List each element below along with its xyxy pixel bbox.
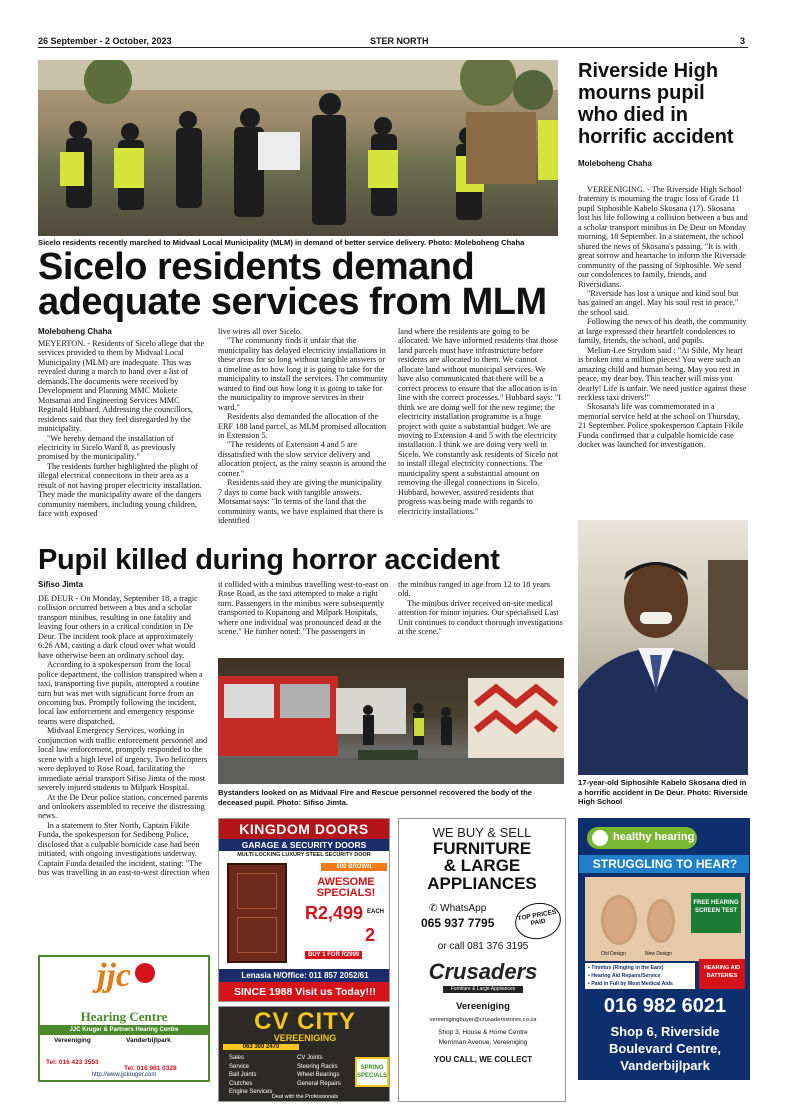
march-photo-caption: Sicelo residents recently marched to Midvaal Local Municipality (MLM) in demand of better service delivery. Photo: Moleboheng Chaha — [38, 238, 525, 247]
cash-crusaders-logo: Crusaders — [428, 959, 538, 984]
story3-paragraph: it collided with a minibus travelling west-to-east on Rose Road, as the taxi attempted to make a right turn. Passengers in the minibus were subsequently transported to Kopanong and Milpark Hospitals, where one individual was pronounced dead at the scene." He further noted: "The passengers in — [218, 580, 389, 637]
accident-scene-photo — [218, 658, 564, 784]
cv-city-services-left — [229, 1054, 272, 1097]
cv-city-footer: Deal with the Professionals — [271, 1094, 339, 1100]
cv-city-phone[interactable]: 063 300 2470 — [223, 1044, 299, 1050]
story3-column-3 — [398, 580, 564, 652]
story1-paragraph: land where the residents are going to be allocated. We have informed residents that those land parcels must have infrastructure before residents are allocated to them. We cannot allocate land without municipal services. We have also communicated that there will be a correct process to ensure that the allocation is in line with the correct processes." Hubbard says: "I think we are doing well for the new regime; the electricity installation programme is a huge project with quite a substantial budget. We are moving to Extension 4 and 5 with the electricity installation. I think we are doing very well in Sicelo. We constantly ask residents of Sicelo not to install illegal electricity connections. The municipality spent a substantial amount on removing the illegal connections in Sicelo. Hubbard, however, assured residents that progress was being made with regards to electricity installations." — [398, 327, 561, 516]
story1-paragraph: Residents said they are giving the municipality 7 days to come back with tangible answers. Motsamai says: "In terms of the land that the community wants, we have explained that there is identified — [218, 478, 383, 526]
story2-headline-line: who died in — [578, 104, 688, 126]
free-screen-test: FREE HEARING SCREEN TEST — [691, 893, 741, 933]
story3-paragraph: The minibus driver received on-site medical attention for minor injuries. Our specialised Last Unit continues to conduct thorough investigations at the scene." — [398, 598, 563, 637]
jjc-hearing-centre-title: Hearing Centre — [80, 1009, 168, 1024]
door-price-each: EACH — [367, 909, 385, 915]
story2-headline — [578, 60, 750, 148]
story1-column-1 — [38, 339, 206, 539]
story3-paragraph: DE DEUR - On Monday, September 18, a tragic collision occurred between a bus and a scholar transport minibus, resulting in one fatality and leaving four others in a critical condition in De Deur. The incident took place at approximately 6:26 AM, casting a dark cloud over what would have otherwise been an ordinary school day. — [38, 594, 198, 660]
furniture-ad-line2: FURNITURE — [432, 839, 532, 858]
jjc-logo-circle-icon — [135, 963, 155, 983]
story1-headline-line1: Sicelo residents demand — [38, 246, 475, 288]
story1-column-3 — [398, 327, 562, 539]
story2-headline-line: Riverside High — [578, 60, 719, 82]
story1-paragraph: The residents further highlighted the plight of illegal electrical connections in their area as a result of not having proper electricity installation. They made the municipality aware of the dangers community members, including young children, face with exposed — [38, 461, 202, 519]
kingdom-doors-since: SINCE 1988 Visit us Today!!! — [219, 982, 390, 1002]
story2-headline-line: horrific accident — [578, 126, 734, 148]
healthy-hearing-address-line: Boulevard Centre, — [609, 1041, 721, 1056]
furniture-call-number[interactable]: or call 081 376 3195 — [437, 941, 529, 952]
story2-byline: Moleboheng Chaha — [578, 159, 652, 168]
story1-headline-line2: adequate services from MLM — [38, 281, 547, 323]
jjc-band: JJC Kruger & Partners Hearing Centre — [40, 1025, 208, 1035]
brown-door-badge: 600 BROWN — [321, 863, 387, 871]
cv-city-title: CV CITY — [254, 1008, 356, 1035]
healthy-hearing-address-line: Vanderbijlpark — [620, 1058, 710, 1073]
jjc-tel-vereeniging[interactable]: Tel: 016 423 3553 — [46, 1059, 99, 1066]
awesome-specials-text: AWESOME SPECIALS! — [316, 876, 376, 899]
whatsapp-icon: ✆ — [429, 903, 438, 914]
old-design-label: Old Design — [601, 951, 626, 957]
cv-city-service: Ball Joints — [229, 1072, 257, 1078]
cv-city-service: CV Joints — [297, 1055, 323, 1061]
issue-date: 26 September - 2 October, 2023 — [38, 36, 172, 46]
spring-specials-badge: SPRING SPECIALS — [355, 1057, 389, 1087]
whatsapp-number[interactable]: 065 937 7795 — [421, 916, 495, 930]
story3-paragraph: According to a spokesperson from the local police department, the collision transpired when a taxi, transporting five pupils, attempted a routine turn but was met with significant force from an oncoming bus. Promptly following the incident, local law enforcement and emergency response teams were dispatched. — [38, 660, 203, 726]
cv-city-service: Wheel Bearings — [297, 1072, 340, 1078]
story1-headline — [38, 246, 547, 323]
story2-paragraph: Melian-Lee Strydom said : "Ai Sihle, My heart is broken into a million pieces! You were such an amazing child and human being. May you rest in peace, my dear boy. This teacher will miss you dearly! Life is unfair. We need justice against these reckless taxi drivers!" — [578, 345, 747, 402]
jjc-vanderbijlpark: Vanderbijlpark — [126, 1037, 171, 1044]
healthy-hearing-phone[interactable]: 016 982 6021 — [603, 995, 727, 1017]
buy-one-offer: BUY 1 FOR R2999 — [305, 951, 362, 959]
story2-paragraph: VEREENIGING. - The Riverside High School fraternity is mourning the tragic loss of Grade 11 pupil Siphosihle Kabelo Skosana (17). Skosana lost his life following a collision between a bus and a scholar transport minibus in De Deur on Monday morning, 18 September. In a statement, the school shared the news of Skosana's passing. "It is with great sorrow and heartache to inform the Riverside community of the passing of Siphosihle. We send our condolences to family, friends, and Riversidians. — [578, 185, 748, 289]
cash-crusaders-ad[interactable] — [398, 818, 566, 1102]
header-rule — [38, 47, 748, 48]
story1-paragraph: Residents also demanded the allocation of the ERF 188 land parcel, as MLM promised allocation in Extension 5. — [218, 412, 387, 440]
cv-city-service: Engine Services — [229, 1089, 273, 1095]
cv-city-service: Sales — [229, 1055, 245, 1061]
cv-city-service: Steering Racks — [297, 1063, 338, 1070]
jjc-tel-vanderbijlpark[interactable]: Tel: 016 981 0328 — [124, 1065, 177, 1072]
story1-paragraph: "The community finds it unfair that the municipality has delayed electricity installations in these areas for so long without tangible answers or a timeline as to how long it is going to take for the municipality to install the services. The community wanted to find out how long it is going to take for the municipality to improve services in their ward." — [218, 336, 388, 412]
cv-city-service: General Repairs — [297, 1080, 341, 1087]
kingdom-doors-ad[interactable] — [218, 818, 390, 1002]
story3-headline: Pupil killed during horror accident — [38, 544, 500, 576]
story3-paragraph: the minibus ranged in age from 12 to 18 years old. — [398, 580, 550, 599]
furniture-email[interactable]: vereenigingbuyer@crusadersstores.co.za — [429, 1017, 537, 1023]
furniture-ad-line4: APPLIANCES — [427, 874, 537, 893]
story3-paragraph: Midvaal Emergency Services, working in conjunction with traffic enforcement personnel and local law enforcement, promptly responded to the scene with a high level of urgency. Two helicopters were deployed to Rose Road, facilitating the immediate aerial transport Sifiso Jimta of the most severely injured students to Milpark Hospital. — [38, 726, 208, 793]
furniture-address-1: Shop 3, House & Home Centre — [438, 1029, 528, 1036]
ear-icon — [592, 830, 608, 846]
hearing-service-item: • Hearing Aid Repairs/Service — [588, 973, 661, 979]
cv-city-ad[interactable] — [218, 1006, 390, 1102]
healthy-hearing-brand: healthy hearing — [613, 831, 695, 843]
jjc-logo-text: jjc — [97, 957, 131, 994]
furniture-address-2: Merriman Avenue, Vereeniging — [438, 1039, 528, 1046]
accident-photo-caption: Bystanders looked on as Midvaal Fire and Rescue personnel recovered the body of the deceased pupil. Photo: Sifiso Jimta. — [218, 788, 532, 807]
hearing-service-item: • Paid in Full by Most Medical Aids — [588, 981, 673, 987]
story3-column-1 — [38, 594, 210, 939]
kingdom-doors-tagline: MULTI LOCKING LUXURY STEEL SECURITY DOOR — [237, 852, 371, 858]
kingdom-doors-subtitle: GARAGE & SECURITY DOORS — [219, 839, 389, 851]
story3-column-2 — [218, 580, 390, 652]
healthy-hearing-logo — [587, 827, 697, 849]
story1-byline: Moleboheng Chaha — [38, 327, 112, 336]
struggling-to-hear: STRUGGLING TO HEAR? — [579, 855, 750, 873]
healthy-hearing-address — [579, 1023, 750, 1074]
page-number: 3 — [740, 36, 746, 46]
cv-city-services-right — [297, 1054, 341, 1088]
healthy-hearing-address-line: Shop 6, Riverside — [610, 1024, 720, 1039]
top-prices-badge: TOP PRICES PAID — [512, 899, 564, 942]
hearing-service-item: • Tinnitus (Ringing in the Ears) — [588, 965, 664, 971]
door-image — [227, 863, 287, 963]
minimum-purchase-number: 2 — [365, 925, 376, 945]
hearing-services-list — [585, 963, 695, 989]
cash-crusaders-logo-subtitle: Furniture & Large Appliances — [443, 986, 523, 993]
paper-name: STER NORTH — [370, 36, 429, 46]
hearing-aid-batteries-badge: HEARING AID BATTERIES — [699, 959, 745, 989]
furniture-ad-line3: & LARGE — [443, 856, 521, 875]
story2-body — [578, 185, 748, 515]
jjc-kruger-ad[interactable] — [38, 955, 210, 1082]
healthy-hearing-ad[interactable] — [578, 818, 750, 1080]
story2-paragraph: "Riverside has lost a unique and kind soul but has gained an angel. May his soul rest in peace," the school said. — [578, 288, 739, 317]
story2-paragraph: Following the news of his death, the community at large expressed their heartfelt condolences to family, friends, the school, and pupils. — [578, 317, 747, 346]
story3-paragraph: At the De Deur police station, concerned parents and onlookers assembled to receive the distressing news. — [38, 792, 208, 821]
march-photo — [38, 60, 558, 236]
story1-paragraph: "We hereby demand the installation of electricity in Sicelo Ward 8, as previously promised by the municipality." — [38, 433, 176, 462]
story1-paragraph: "The residents of Extension 4 and 5 are dissatisfied with the slow service delivery and allocation project, as the rainy season is around the corner." — [218, 440, 387, 478]
jjc-vereeniging: Vereeniging — [54, 1037, 91, 1044]
new-design-label: New Design — [645, 951, 672, 957]
cv-city-service: Clutches — [229, 1080, 253, 1087]
whatsapp-text: WhatsApp — [440, 903, 487, 914]
story3-paragraph: In a statement to Ster North, Captain Fikile Funda, the spokesperson for Sedibeng Police, disclosed that a culpable homicide case had been initiated, with ongoing investigations underway. Captain Funda detailed the incident, stating: "The bus was travelling in an east-to-west direction when — [38, 820, 210, 878]
kingdom-doors-office-phone: Lenasia H/Office: 011 857 2052/61 — [219, 969, 390, 982]
furniture-collect: YOU CALL, WE COLLECT — [433, 1055, 533, 1064]
ear-photo — [585, 877, 745, 961]
story1-paragraph: live wires all over Sicelo. — [218, 327, 303, 336]
jjc-website[interactable]: http://www.jjckruger.com — [91, 1072, 157, 1078]
story2-paragraph: Skosana's life was commemorated in a memorial service held at the school on Thursday, 21 September. Police spokesperson Captain Fikile Funda confirmed that a culpable homicide case docket was launched for investigation. — [578, 402, 744, 450]
kingdom-doors-title: KINGDOM DOORS — [219, 819, 389, 839]
story1-column-2 — [218, 327, 388, 539]
pupil-portrait-caption: 17-year-old Siphosihle Kabelo Skosana died in a horrific accident in De Deur. Photo: Riverside High School — [578, 778, 748, 806]
furniture-location: Vereeniging — [456, 1001, 510, 1012]
story3-byline: Sifiso Jimta — [38, 580, 83, 589]
door-price: R2,499 — [305, 903, 364, 923]
story1-paragraph: MEYERTON. - Residents of Sicelo allege that the services provided to them by Midvaal Local Municipality (MLM) are inadequate. This was revealed during a march to hand over a list of demands.The documents were received by Development and Planning MMC Mokete Motsamai and Engineering Services MMC Reginald Hubbard. Addressing the councillors, residents said that they feel disregarded by the municipality. — [38, 339, 205, 434]
furniture-ad-line1: WE BUY & SELL — [432, 825, 532, 840]
jjc-logo — [40, 957, 210, 1015]
pupil-portrait-photo — [578, 520, 748, 775]
whatsapp-label — [429, 903, 486, 914]
story2-headline-line: mourns pupil — [578, 82, 705, 104]
cv-city-service: Service — [229, 1063, 250, 1070]
cv-city-location: VEREENIGING — [273, 1033, 337, 1043]
